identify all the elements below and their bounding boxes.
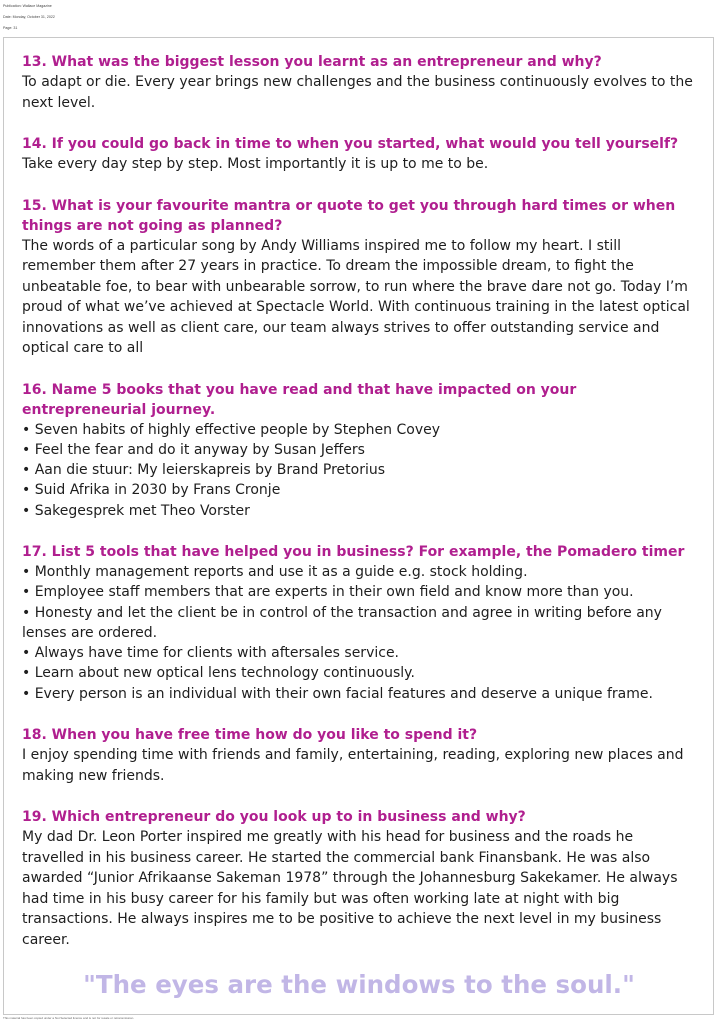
answer-18: I enjoy spending time with friends and family, entertaining, reading, exploring new places and making new friends. [22,747,684,784]
publication-label: Publication: Wallace Magazine [3,4,52,8]
article-content [22,52,698,971]
question-16: 16. Name 5 books that you have read and that have impacted on your entrepreneurial journey. [22,381,577,418]
qa-19 [22,807,698,950]
date-label: Date: Monday, October 31, 2022 [3,15,55,19]
list-item: • Seven habits of highly effective people by Stephen Covey [22,421,441,438]
answer-19: My dad Dr. Leon Porter inspired me greatly with his head for business and the roads he travelled in his business career. He started the commercial bank Finansbank. He was also awarded “Junior Afrikaanse Sakeman 1978” through the Johannesburg Sakekamer. He always had time in his busy career for his family but was often working late at night with big transactions. He always inspires me to be positive to achieve the next level in my business career. [22,829,678,948]
pull-quote: "The eyes are the windows to the soul." [83,970,635,999]
tools-list [22,562,698,704]
answer-15: The words of a particular song by Andy Williams inspired me to follow my heart. I still remember them after 27 years in practice. To dream the impossible dream, to fight the unbeatable foe, to bear with unbearable sorrow, to run where the brave dare not go. Today I’m proud of what we’ve achieved at Spectacle World. With continuous training in the latest optical innovations as well as client care, our team always strives to offer outstanding service and optical care to all [22,237,690,356]
answer-13: To adapt or die. Every year brings new challenges and the business continuously evolves to the next level. [22,74,693,111]
page-label: Page: 31 [3,26,18,30]
qa-14 [22,134,698,175]
list-item: • Always have time for clients with aftersales service. [22,645,400,662]
book-list [22,420,698,521]
qa-16 [22,380,698,521]
question-17: 17. List 5 tools that have helped you in business? For example, the Pomadero timer [22,543,685,560]
list-item: • Suid Afrika in 2030 by Frans Cronje [22,482,281,499]
list-item: • Learn about new optical lens technology continuously. [22,665,415,682]
qa-18 [22,725,698,786]
qa-15 [22,196,698,359]
list-item: • Every person is an individual with their own facial features and deserve a unique frame. [22,685,653,702]
qa-17 [22,542,698,704]
question-15: 15. What is your favourite mantra or quote to get you through hard times or when things are not going as planned? [22,197,676,234]
question-13: 13. What was the biggest lesson you learnt as an entrepreneur and why? [22,54,602,70]
list-item: • Monthly management reports and use it as a guide e.g. stock holding. [22,563,528,580]
list-item: • Aan die stuur: My leierskapreis by Brand Pretorius [22,462,386,479]
question-18: 18. When you have free time how do you like to spend it? [22,727,478,744]
answer-14: Take every day step by step. Most importantly it is up to me to be. [22,156,489,172]
list-item: • Feel the fear and do it anyway by Susan Jeffers [22,441,365,458]
list-item: • Sakegesprek met Theo Vorster [22,502,250,519]
qa-13 [22,52,698,113]
question-19: 19. Which entrepreneur do you look up to in business and why? [22,809,526,826]
list-item: • Employee staff members that are experts in their own field and know more than you. [22,584,634,601]
question-14: 14. If you could go back in time to when you started, what would you tell yourself? [22,136,679,152]
copyright-footer: This material has been copied under a Not Selected licence and is not for resale or retransmission. [3,1016,135,1020]
list-item: • Honesty and let the client be in control of the transaction and agree in writing before any lenses are ordered. [22,604,662,641]
